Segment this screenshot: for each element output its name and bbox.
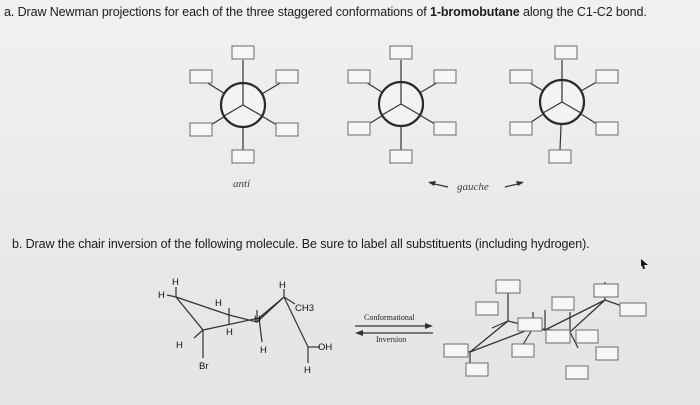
answer-box[interactable] xyxy=(518,318,542,331)
atom-label: H xyxy=(176,340,183,351)
conformational-inversion-arrow xyxy=(355,313,433,344)
answer-box[interactable] xyxy=(276,70,298,83)
chair-molecule xyxy=(158,277,332,376)
answer-box[interactable] xyxy=(594,284,618,297)
answer-box[interactable] xyxy=(390,46,412,59)
answer-box[interactable] xyxy=(190,70,212,83)
gauche-label: gauche xyxy=(457,181,489,193)
answer-box[interactable] xyxy=(549,150,571,163)
pointer-cursor-icon xyxy=(640,258,650,270)
atom-label: Br xyxy=(199,361,209,372)
newman-projection-gauche-2 xyxy=(510,46,618,163)
atom-label: H xyxy=(254,314,261,325)
atom-label: OH xyxy=(318,342,333,353)
question-a-prefix: a. Draw Newman projections for each of the three staggered conformations of xyxy=(4,5,430,19)
answer-box[interactable] xyxy=(434,122,456,135)
arrow-label-top: Conformational xyxy=(364,313,415,322)
answer-box[interactable] xyxy=(552,297,574,310)
atom-label: H xyxy=(304,365,311,376)
newman-projection-gauche-1 xyxy=(348,46,456,163)
atom-label: H xyxy=(279,280,286,291)
answer-box[interactable] xyxy=(576,330,598,343)
answer-box[interactable] xyxy=(232,46,254,59)
answer-box[interactable] xyxy=(555,46,577,59)
arrow-label-bottom: Inversion xyxy=(376,335,407,344)
atom-label: H xyxy=(215,298,222,309)
answer-box[interactable] xyxy=(496,280,520,293)
question-a-suffix: along the C1-C2 bond. xyxy=(519,5,647,19)
answer-box[interactable] xyxy=(546,330,570,343)
newman-projection-anti xyxy=(190,46,298,163)
atom-label: CH3 xyxy=(295,303,315,314)
answer-box[interactable] xyxy=(566,366,588,379)
atom-label: H xyxy=(172,277,179,288)
answer-box[interactable] xyxy=(190,123,212,136)
answer-box[interactable] xyxy=(510,70,532,83)
atom-label: H xyxy=(158,290,165,301)
question-b: b. Draw the chair inversion of the following molecule. Be sure to label all substituents (including hydrogen). xyxy=(12,237,590,251)
answer-box[interactable] xyxy=(434,70,456,83)
answer-box[interactable] xyxy=(444,344,468,357)
atom-label: H xyxy=(226,327,233,338)
answer-box[interactable] xyxy=(348,122,370,135)
answer-box[interactable] xyxy=(466,363,488,376)
answer-box[interactable] xyxy=(512,344,534,357)
answer-box[interactable] xyxy=(596,122,618,135)
answer-box[interactable] xyxy=(390,150,412,163)
answer-box[interactable] xyxy=(232,150,254,163)
answer-box[interactable] xyxy=(348,70,370,83)
atom-label: H xyxy=(260,345,267,356)
answer-box[interactable] xyxy=(276,123,298,136)
chair-template xyxy=(444,280,646,379)
answer-box[interactable] xyxy=(476,302,498,315)
anti-label: anti xyxy=(233,178,251,190)
answer-box[interactable] xyxy=(596,70,618,83)
answer-box[interactable] xyxy=(620,303,646,316)
answer-box[interactable] xyxy=(510,122,532,135)
answer-box[interactable] xyxy=(596,347,618,360)
question-a-compound: 1-bromobutane xyxy=(429,5,520,19)
